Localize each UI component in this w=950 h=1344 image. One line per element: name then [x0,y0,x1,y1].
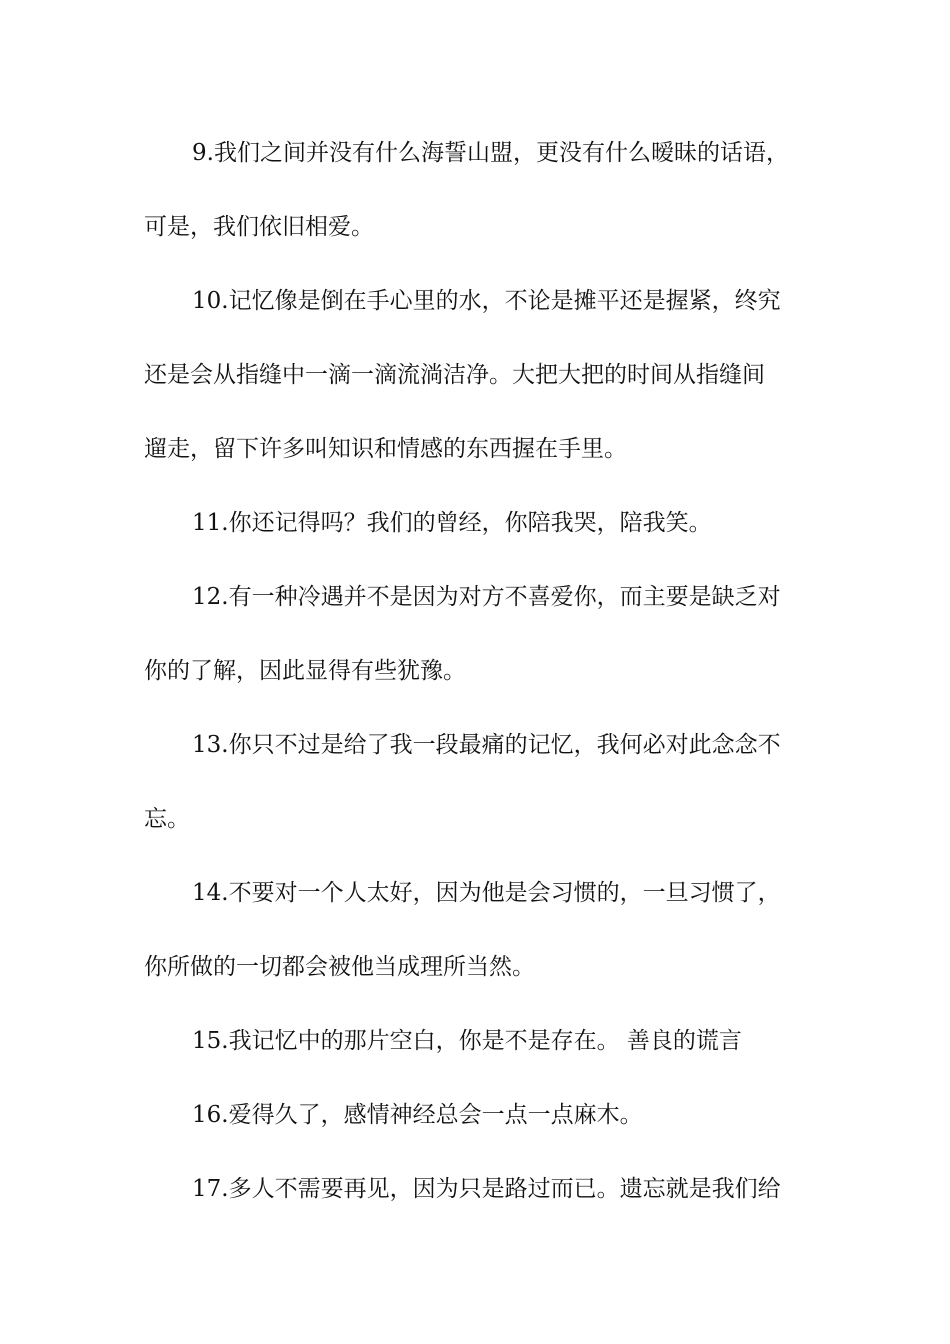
paragraph-13-line-1: 13.你只不过是给了我一段最痛的记忆，我何必对此念念不 [192,732,781,758]
paragraph-12-line-2: 你的了解，因此显得有些犹豫。 [144,658,466,684]
paragraph-16-line-1: 16.爱得久了，感情神经总会一点一点麻木。 [192,1102,643,1128]
paragraph-15-line-1: 15.我记忆中的那片空白，你是不是存在。 善良的谎言 [192,1028,742,1054]
paragraph-12-line-1: 12.有一种冷遇并不是因为对方不喜爱你，而主要是缺乏对 [192,584,781,610]
paragraph-10-line-3: 遛走，留下许多叫知识和情感的东西握在手里。 [144,436,627,462]
paragraph-10-line-1: 10.记忆像是倒在手心里的水，不论是摊平还是握紧，终究 [192,288,781,314]
paragraph-9-line-1: 9.我们之间并没有什么海誓山盟，更没有什么暧昧的话语， [192,140,789,166]
paragraph-14-line-2: 你所做的一切都会被他当成理所当然。 [144,954,535,980]
paragraph-14-line-1: 14.不要对一个人太好，因为他是会习惯的，一旦习惯了， [192,880,781,906]
paragraph-13-line-2: 忘。 [144,806,190,832]
paragraph-10-line-2: 还是会从指缝中一滴一滴流淌洁净。大把大把的时间从指缝间 [144,362,765,388]
paragraph-9-line-2: 可是，我们依旧相爱。 [144,214,374,240]
paragraph-17-line-1: 17.多人不需要再见，因为只是路过而已。遗忘就是我们给 [192,1176,781,1202]
paragraph-11-line-1: 11.你还记得吗？我们的曾经，你陪我哭，陪我笑。 [192,510,712,536]
